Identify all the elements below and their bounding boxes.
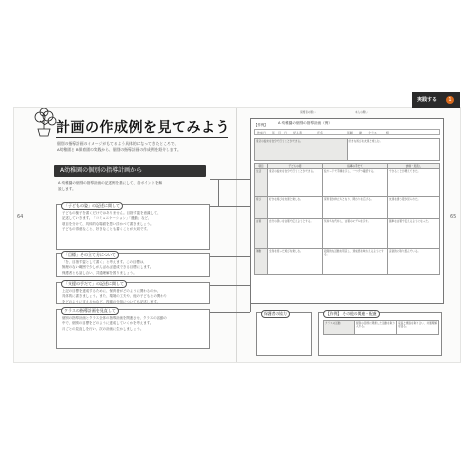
leader-line <box>218 179 219 206</box>
callout-label: 「目標」その立て方について <box>61 251 119 259</box>
table-cell: 全身を使った遊びを楽しむ。 <box>268 249 323 275</box>
callout-label: 「支援の手だて」の記述に関して <box>61 280 127 288</box>
callout-box-parent-cooperation <box>256 312 312 356</box>
section-intro-line: A 幼稚園の個別の指導計画の記述例を基にして、各ポイントを解 <box>58 181 163 185</box>
table-row <box>255 219 440 249</box>
cell-text: 好きな遊びを友達と楽しむ。 <box>348 139 383 143</box>
callout-line: 無理のない範囲で少しがんばれば達成できる目標にします。 <box>62 265 154 270</box>
callout-label: 保護者の協力 <box>261 310 290 318</box>
table-cell: 保育者が仲立ちとなり、関わりを広げる。 <box>323 197 388 219</box>
considerations-table <box>323 320 439 335</box>
callout-line: 中で、個別の目標をどのように達成していくかを考えます。 <box>62 321 154 326</box>
chapter-tab: 実践する <box>412 92 460 108</box>
table-cell: 個別の目標に関連した活動を取り入れる。 <box>355 321 397 335</box>
table-row <box>255 197 440 219</box>
callout-line: 具体的に書きましょう。また、環境の工夫や、他の子どもとの関わり <box>62 294 168 299</box>
plan-table-main <box>254 163 440 275</box>
row-name: 遊び <box>255 197 268 219</box>
title-underline <box>56 137 228 138</box>
callout-line <box>62 332 205 337</box>
callout-line: 子どもの様子を書くだけではありません。目指す姿を意識して、 <box>62 211 161 215</box>
callout-box-class-plan <box>56 309 210 349</box>
table-cell: 好きな遊びを友達と楽しむ。 <box>268 197 323 219</box>
table-row <box>255 169 440 197</box>
cell-text: 身辺の始末を自分で行うことができる。 <box>256 139 303 143</box>
row-name: 言葉 <box>255 219 268 249</box>
table-cell <box>347 139 440 161</box>
page-number-right: 65 <box>450 214 457 220</box>
callout-line: 記述していきます。「コミュニケーション」「運動」など、 <box>62 216 152 221</box>
table-header: 指導の手だて <box>323 164 388 169</box>
callout-line <box>62 238 205 243</box>
table-cell: 家庭と連絡を取り合い、共通理解を図る。 <box>397 321 439 335</box>
document-meta-row: 作成日 年 月 日 記入者 氏名 年齢 歳 クラス 組 <box>254 129 440 135</box>
callout-label: クラスの指導計画を見直して <box>61 307 119 315</box>
table-cell <box>255 139 348 161</box>
table-header: 評価・見直し <box>388 164 440 169</box>
top-label: 保護者の願い <box>300 111 316 114</box>
table-cell: 段階的な活動を用意し、達成感を味わえるようにする。 <box>323 249 388 275</box>
callout-line: 個別の指導計画とクラス全体の指導計画を関連させ、クラスの活動の <box>62 316 167 320</box>
row-name: 生活 <box>255 169 268 197</box>
callout-line: 月ごとの見直しを行い、次の計画に生かしましょう。 <box>62 326 144 331</box>
table-cell: 絵カードで手順を示し、一つずつ確認する。 <box>323 169 388 197</box>
callout-label: 【作例】 その他の関連・配慮 <box>323 310 380 318</box>
table-cell: 自分の思いを言葉で伝えようとする。 <box>268 219 323 249</box>
book-gutter <box>236 108 237 362</box>
top-label: 本人の願い <box>355 111 368 114</box>
intro-text <box>57 141 225 153</box>
page-title: 計画の作成例を見てみよう <box>56 120 230 136</box>
table-header: 項目 <box>255 164 268 169</box>
plan-table-top <box>254 138 440 161</box>
page-number-left: 64 <box>17 214 24 220</box>
callout-box-support <box>56 282 210 304</box>
intro-line: A幼稚園と B保育園の実践から、個別の指導計画の作成例を紹介します。 <box>57 147 181 152</box>
row-name: 運動 <box>255 249 268 275</box>
callout-line: をどのように支えるかなど、役割の分担についても記述します。 <box>62 299 160 304</box>
table-cell: 身辺の始末を自分で行うことができる。 <box>268 169 323 197</box>
table-header: 子どもの姿 <box>268 164 323 169</box>
table-row <box>255 249 440 275</box>
section-intro-line: 説します。 <box>58 186 76 191</box>
callout-line: 上記の目標を達成するために、保育者がどのように関わるのか、 <box>62 289 161 293</box>
leader-line <box>250 304 251 312</box>
section-intro <box>58 181 208 192</box>
callout-box-child-profile <box>56 204 210 250</box>
document-caption: 【作例】 <box>254 123 268 127</box>
table-cell: 気持ちを代弁し、言葉のモデルを示す。 <box>323 219 388 249</box>
callout-line: 保護者とも話し合い、共通理解を図りましょう。 <box>62 270 137 275</box>
table-cell: できることが増えてきた。 <box>388 169 440 197</box>
intro-line: 個別の指導計画のイメージがもてるよう具体的になってきたところで、 <box>57 141 179 146</box>
callout-label: 「子どもの姿」の記述に関して <box>61 202 123 210</box>
leader-line <box>210 312 250 313</box>
section-heading: A幼稚園の個別の指導計画から <box>54 165 206 177</box>
document-title: A 幼稚園の個別の指導計画（例） <box>278 121 332 125</box>
table-cell: 友達を誘う姿が見られた。 <box>388 197 440 219</box>
callout-line: 子どもの得意なこと、好きなことも書くことが大切です。 <box>62 227 150 232</box>
table-cell: 意欲的に取り組んでいる。 <box>388 249 440 275</box>
table-cell: クラスの活動 <box>324 321 355 335</box>
chapter-number-badge: 1 <box>446 96 454 104</box>
callout-line: 項目を分けて、具体的な場面を思い浮かべて書きましょう。 <box>62 221 154 226</box>
callout-line: 「を、目指す姿として書く」と考えます。この目標は、 <box>62 260 147 264</box>
table-cell: 簡単な言葉で伝えるようになった。 <box>388 219 440 249</box>
callout-box-goal <box>56 253 210 277</box>
callout-box-other-considerations <box>318 312 442 356</box>
